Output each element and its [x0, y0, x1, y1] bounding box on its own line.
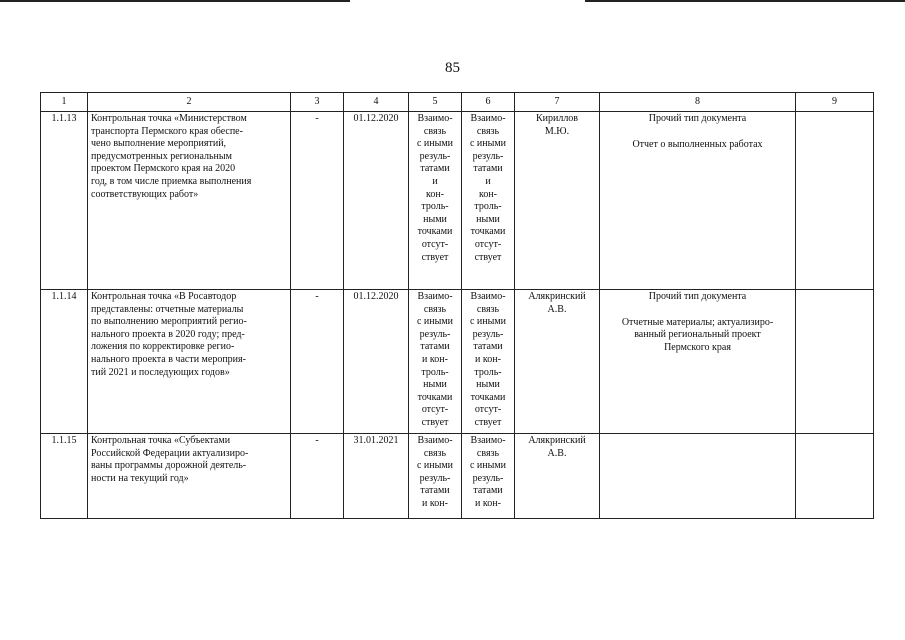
relation-line: отсут-	[474, 404, 502, 416]
relation-line: троль-	[474, 366, 502, 378]
relation-line: Взаимо-	[470, 113, 506, 124]
relation-line: отсут-	[474, 238, 502, 250]
responsible-line: А.В.	[547, 303, 567, 315]
control-point-line: Контрольная точка «Министерством	[91, 113, 247, 124]
relation-line: связь	[476, 447, 500, 459]
relation-line: татами	[473, 485, 503, 497]
relation-line: точками	[417, 226, 453, 238]
column-3-cell: -	[291, 434, 344, 519]
header-cell-4: 4	[344, 93, 409, 112]
relation-line: Взаимо-	[470, 291, 506, 302]
relation-line: отсут-	[421, 238, 449, 250]
document-cell	[600, 434, 796, 519]
relation-line: ствует	[421, 416, 449, 428]
table-row	[41, 112, 874, 290]
header-cell-2: 2	[88, 93, 291, 112]
relation-line: ствует	[421, 251, 449, 263]
relation-line: и кон-	[422, 353, 448, 365]
relation-cell-col6	[462, 434, 515, 519]
relation-line: связь	[423, 447, 447, 459]
relation-line: и	[432, 175, 438, 187]
relation-line: и кон-	[475, 353, 501, 365]
page-number: 85	[445, 60, 460, 76]
column-9-cell	[796, 112, 874, 290]
relation-line: резуль-	[419, 150, 451, 162]
relation-cell-col6	[462, 112, 515, 290]
column-3-cell: -	[291, 290, 344, 434]
header-cell-3: 3	[291, 93, 344, 112]
control-point-line: год, в том числе приемка выполнения	[91, 175, 252, 187]
control-point-line: Российской Федерации актуализиро-	[91, 447, 249, 459]
date-cell: 31.01.2021	[344, 434, 409, 519]
document-description-line: Пермского края	[664, 341, 731, 353]
control-point-line: предусмотренных региональным	[91, 150, 232, 162]
control-point-line: Контрольная точка «Субъектами	[91, 435, 231, 446]
date-cell: 01.12.2020	[344, 290, 409, 434]
relation-line: ствует	[474, 251, 502, 263]
control-point-line: ности на текущий год»	[91, 472, 189, 484]
row-number-cell: 1.1.15	[41, 434, 88, 519]
table-body	[41, 112, 874, 519]
column-9-cell	[796, 290, 874, 434]
relation-line: резуль-	[472, 150, 504, 162]
document-cell	[600, 290, 796, 434]
relation-line: точками	[470, 226, 506, 238]
responsible-line: М.Ю.	[544, 125, 570, 137]
relation-line: татами	[420, 485, 450, 497]
control-point-cell	[88, 290, 291, 434]
document-description	[603, 139, 792, 152]
relation-line: резуль-	[419, 328, 451, 340]
relation-line: Взаимо-	[417, 291, 453, 302]
relation-line: ными	[423, 213, 447, 225]
relation-cell-col5	[409, 112, 462, 290]
relation-line: ными	[476, 213, 500, 225]
header-cell-1: 1	[41, 93, 88, 112]
row-number-cell: 1.1.14	[41, 290, 88, 434]
header-row	[41, 93, 874, 112]
relation-line: связь	[423, 303, 447, 315]
relation-line: и	[485, 175, 491, 187]
control-point-line: соответствующих работ»	[91, 188, 199, 200]
relation-line: кон-	[425, 188, 445, 200]
relation-line: Взаимо-	[470, 435, 506, 446]
header-cell-5: 5	[409, 93, 462, 112]
top-edge-rule-left	[0, 0, 350, 2]
relation-line: резуль-	[419, 472, 451, 484]
responsible-line: Алякринский	[528, 291, 586, 302]
column-9-cell	[796, 434, 874, 519]
relation-line: резуль-	[472, 328, 504, 340]
control-point-line: нального проекта в 2020 году; пред-	[91, 328, 245, 340]
relation-line: точками	[470, 391, 506, 403]
header-cell-7: 7	[515, 93, 600, 112]
relation-line: с иными	[469, 460, 507, 472]
relation-line: ствует	[474, 416, 502, 428]
relation-line: отсут-	[421, 404, 449, 416]
document-cell	[600, 112, 796, 290]
relation-cell-col5	[409, 290, 462, 434]
control-point-line: ложения по корректировке регио-	[91, 341, 235, 353]
relation-line: троль-	[421, 201, 449, 213]
relation-line: и кон-	[475, 497, 501, 509]
relation-line: с иными	[469, 138, 507, 150]
relation-cell-col6	[462, 290, 515, 434]
relation-line: с иными	[416, 316, 454, 328]
relation-line: татами	[420, 341, 450, 353]
responsible-line: Алякринский	[528, 435, 586, 446]
control-point-line: тий 2021 и последующих годов»	[91, 366, 230, 378]
control-point-line: Контрольная точка «В Росавтодор	[91, 291, 237, 302]
relation-line: точками	[417, 391, 453, 403]
control-point-cell	[88, 434, 291, 519]
table-row	[41, 290, 874, 434]
control-point-line: транспорта Пермского края обеспе-	[91, 125, 243, 137]
date-cell: 01.12.2020	[344, 112, 409, 290]
header-cell-9: 9	[796, 93, 874, 112]
control-point-line: нального проекта в части мероприя-	[91, 353, 246, 365]
relation-line: с иными	[416, 460, 454, 472]
document-description-line: Отчетные материалы; актуализиро-	[621, 316, 774, 328]
responsible-line: Кириллов	[535, 113, 579, 124]
relation-line: с иными	[416, 138, 454, 150]
relation-line: Взаимо-	[417, 113, 453, 124]
document-description-line: Отчет о выполненных работах	[632, 138, 763, 150]
relation-line: связь	[423, 125, 447, 137]
relation-line: ными	[476, 379, 500, 391]
relation-line: и кон-	[422, 497, 448, 509]
document-table	[40, 92, 874, 519]
relation-line: кон-	[478, 188, 498, 200]
header-cell-8: 8	[600, 93, 796, 112]
control-point-line: чено выполнение мероприятий,	[91, 138, 227, 150]
relation-cell-col5	[409, 434, 462, 519]
relation-line: татами	[473, 163, 503, 175]
relation-line: татами	[473, 341, 503, 353]
relation-line: ными	[423, 379, 447, 391]
relation-line: троль-	[421, 366, 449, 378]
relation-line: связь	[476, 125, 500, 137]
responsible-cell	[515, 290, 600, 434]
relation-line: троль-	[474, 201, 502, 213]
relation-line: связь	[476, 303, 500, 315]
control-point-line: ваны программы дорожной деятель-	[91, 460, 247, 472]
relation-line: Взаимо-	[417, 435, 453, 446]
row-number-cell: 1.1.13	[41, 112, 88, 290]
header-cell-6: 6	[462, 93, 515, 112]
document-type: Прочий тип документа	[648, 291, 747, 302]
control-point-cell	[88, 112, 291, 290]
document-description-line: ванный региональный проект	[634, 329, 761, 341]
document-type: Прочий тип документа	[648, 113, 747, 124]
responsible-cell	[515, 112, 600, 290]
relation-line: резуль-	[472, 472, 504, 484]
responsible-cell	[515, 434, 600, 519]
document-description	[603, 317, 792, 355]
control-point-line: проектом Пермского края на 2020	[91, 163, 236, 175]
table-row	[41, 434, 874, 519]
responsible-line: А.В.	[547, 447, 567, 459]
control-point-line: по выполнению мероприятий регио-	[91, 316, 247, 328]
relation-line: с иными	[469, 316, 507, 328]
control-point-line: представлены: отчетные материалы	[91, 303, 244, 315]
relation-line: татами	[420, 163, 450, 175]
top-edge-rule-right	[585, 0, 905, 2]
column-3-cell: -	[291, 112, 344, 290]
